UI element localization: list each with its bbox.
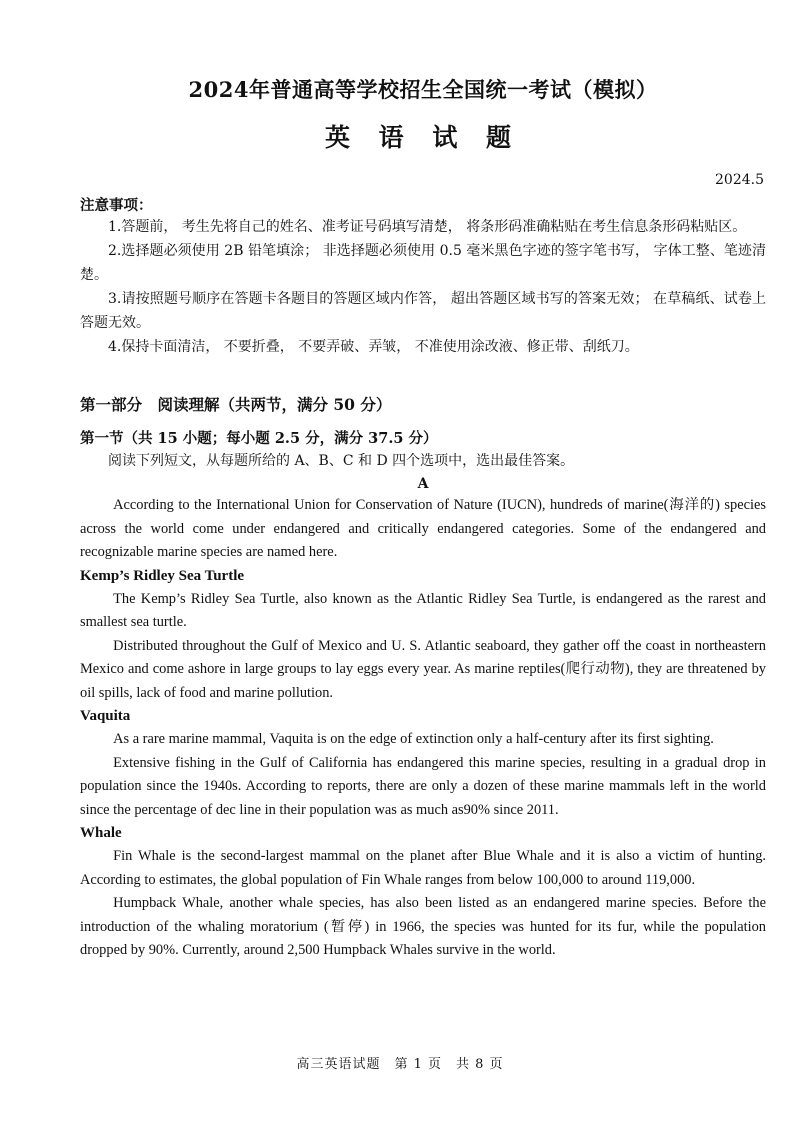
vaquita-paragraph-2: Extensive fishing in the Gulf of California has endangered this marine species, resulting in a gradual drop in population since the 1940s. According to reports, there are only a dozen of these marine mammals left in the world since the percentage of dec line in their population was as much as90% since 2011. <box>80 754 766 818</box>
subject-title: 英 语 试 题 <box>324 123 522 152</box>
note-item-3: 3.请按照题号顺序在答题卡各题目的答题区域内作答， 超出答题区域书写的答案无效； 在草稿纸、试卷上答题无效。 <box>80 291 766 331</box>
passage-intro: According to the International Union for Conservation of Nature (IUCN), hundreds of marine(海洋的) species across the world come under endangered and critically endangered categories. Some of the endangered and recognizable marine species are named here. <box>80 497 766 560</box>
whale-paragraph-1: Fin Whale is the second-largest mammal on the planet after Blue Whale and it is also a victim of hunting. According to estimates, the global population of Fin Whale ranges from below 100,000 to around 119,000. <box>80 848 766 888</box>
vaquita-paragraph-1: As a rare marine mammal, Vaquita is on the edge of extinction only a half-century after its first sighting. <box>113 731 714 747</box>
note-item-4: 4.保持卡面清洁， 不要折叠， 不要弄破、弄皱， 不准使用涂改液、修正带、刮纸刀。 <box>108 339 639 355</box>
exam-title: 2024年普通高等学校招生全国统一考试（模拟） <box>188 77 658 102</box>
whale-heading: Whale <box>80 825 122 841</box>
notes-title: 注意事项： <box>80 197 153 214</box>
exam-date: 2024.5 <box>715 172 764 188</box>
turtle-paragraph-1: The Kemp’s Ridley Sea Turtle, also known as the Atlantic Ridley Sea Turtle, is endangered as the rarest and smallest sea turtle. <box>80 590 766 630</box>
passage-letter: A <box>417 476 429 492</box>
whale-paragraph-2: Humpback Whale, another whale species, has also been listed as an endangered marine species. Before the introduction of the whaling moratorium (暂停) in 1966, the species was hunted for its fur, while the population dropped by 90%. Currently, around 2,500 Humpback Whales survive in the world. <box>80 895 766 958</box>
turtle-heading: Kemp’s Ridley Sea Turtle <box>80 567 245 584</box>
note-item-1: 1.答题前， 考生先将自己的姓名、准考证号码填写清楚， 将条形码准确粘贴在考生信息条形码粘贴区。 <box>108 219 747 235</box>
vaquita-heading: Vaquita <box>80 708 131 724</box>
section-instruction: 阅读下列短文，从每题所给的 A、B、C 和 D 四个选项中，选出最佳答案。 <box>108 453 575 469</box>
part-title: 第一部分 阅读理解（共两节，满分 50 分） <box>80 395 392 414</box>
note-item-2: 2.选择题必须使用 2B 铅笔填涂； 非选择题必须使用 0.5 毫米黑色字迹的签字笔书写， 字体工整、笔迹清楚。 <box>80 243 766 283</box>
page-footer: 高三英语试题 第 1 页 共 8 页 <box>296 1057 504 1072</box>
turtle-paragraph-2: Distributed throughout the Gulf of Mexico and U. S. Atlantic seaboard, they gather off the coast in northeastern Mexico and come ashore in large groups to lay eggs every year. As marine reptiles(爬行动物), they are threatened by oil spills, lack of food and marine pollution. <box>80 637 766 701</box>
section-title: 第一节（共 15 小题；每小题 2.5 分，满分 37.5 分） <box>80 430 438 447</box>
